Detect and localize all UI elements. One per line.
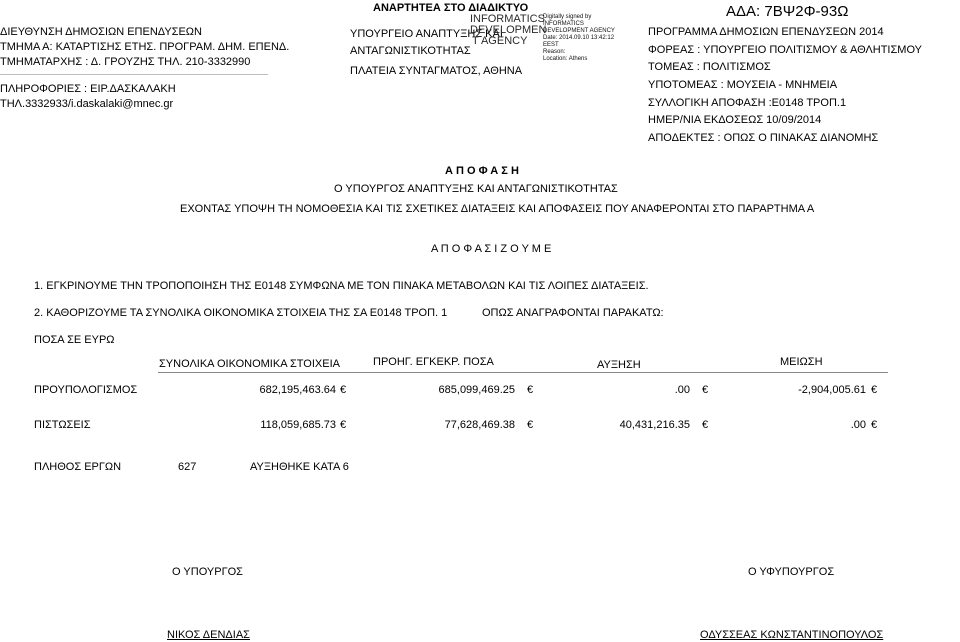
currency-sign: € xyxy=(340,419,347,431)
signature-detail: Reason: xyxy=(543,49,566,55)
publication-banner: ΑΝΑΡΤΗΤΕΑ ΣΤΟ ΔΙΑΔΙΚΤΥΟ xyxy=(373,2,529,14)
column-header-previous: ΠΡΟΗΓ. ΕΓΚΕΚΡ. ΠΟΣΑ xyxy=(373,356,494,368)
currency-sign: € xyxy=(527,384,534,396)
amounts-in-euro: ΠΟΣΑ ΣΕ ΕΥΡΩ xyxy=(34,334,115,346)
signature-detail: EEST xyxy=(543,42,559,48)
considering-statement: ΕΧΟΝΤΑΣ ΥΠΟΨΗ ΤΗ ΝΟΜΟΘΕΣΙΑ ΚΑΙ ΤΙΣ ΣΧΕΤΙΚΕΣ ΔΙΑΤΑΞΕΙΣ ΚΑΙ ΑΠΟΦΑΣΕΙΣ ΠΟΥ ΑΝΑΦΕΡΟΝΤΑΙ ΣΤΟ ΠΑΡΑΡΤΗΜΑ Α xyxy=(180,203,815,215)
currency-sign: € xyxy=(527,419,534,431)
signature-details xyxy=(543,14,615,63)
cell-budget-previous: 685,099,469.25 xyxy=(438,384,515,396)
column-header-decrease: ΜΕΙΩΣΗ xyxy=(780,356,823,368)
head-of-section-line: ΤΜΗΜΑΤΑΡΧΗΣ : Δ. ΓΡΟΥΖΗΣ ΤΗΛ. 210-3332990 xyxy=(0,56,251,68)
section-line: ΤΜΗΜΑ Α: ΚΑΤΑΡΤΙΣΗΣ ΕΤΗΣ. ΠΡΟΓΡΑΜ. ΔΗΜ. ΕΠΕΝΔ. xyxy=(0,41,290,53)
currency-sign: € xyxy=(340,384,347,396)
signature-logo xyxy=(470,14,546,47)
table-header-rule xyxy=(158,372,888,373)
department-line: ΔΙΕΥΘΥΝΣΗ ΔΗΜΟΣΙΩΝ ΕΠΕΝΔΥΣΕΩΝ xyxy=(0,26,202,38)
cell-credits-previous: 77,628,469.38 xyxy=(444,419,515,431)
signature-logo-line: INFORMATICS xyxy=(470,13,545,25)
signature-detail: INFORMATICS xyxy=(543,21,584,27)
currency-sign: € xyxy=(871,384,878,396)
project-count-label: ΠΛΗΘΟΣ ΕΡΓΩΝ xyxy=(34,461,122,473)
cell-credits-increase: 40,431,216.35 xyxy=(619,419,690,431)
body-line: ΦΟΡΕΑΣ : ΥΠΟΥΡΓΕΙΟ ΠΟΛΙΤΙΣΜΟΥ & ΑΘΛΗΤΙΣΜΟΥ xyxy=(648,44,922,56)
program-line: ΠΡΟΓΡΑΜΜΑ ΔΗΜΟΣΙΩΝ ΕΠΕΝΔΥΣΕΩΝ 2014 xyxy=(648,26,884,38)
currency-sign: € xyxy=(702,419,709,431)
header-divider xyxy=(0,74,268,75)
sector-line: ΤΟΜΕΑΣ : ΠΟΛΙΤΙΣΜΟΣ xyxy=(648,61,771,73)
signature-detail: DEVELOPMENT AGENCY xyxy=(543,28,615,34)
contact-line: ΤΗΛ.3332933/i.daskalaki@mnec.gr xyxy=(0,98,174,110)
column-header-totals: ΣΥΝΟΛΙΚΑ ΟΙΚΟΝΟΜΙΚΑ ΣΤΟΙΧΕΙΑ xyxy=(159,358,340,370)
subsector-line: ΥΠΟΤΟΜΕΑΣ : ΜΟΥΣΕΙΑ - ΜΝΗΜΕΙΑ xyxy=(648,79,838,91)
cell-budget-increase: .00 xyxy=(674,384,690,396)
ministry-line-2: ΑΝΤΑΓΩΝΙΣΤΙΚΟΤΗΤΑΣ xyxy=(350,45,471,57)
collective-decision-line: ΣΥΛΛΟΓΙΚΗ ΑΠΟΦΑΣΗ :Ε0148 ΤΡΟΠ.1 xyxy=(648,97,847,109)
decision-title: Α Π Ο Φ Α Σ Η xyxy=(445,165,519,177)
project-count-note: ΑΥΞΗΘΗΚΕ ΚΑΤΑ 6 xyxy=(250,461,349,473)
currency-sign: € xyxy=(702,384,709,396)
issue-date-line: ΗΜΕΡ/ΝΙΑ ΕΚΔΟΣΕΩΣ 10/09/2014 xyxy=(648,114,822,126)
decision-item-2: 2. ΚΑΘΟΡΙΖΟΥΜΕ ΤΑ ΣΥΝΟΛΙΚΑ ΟΙΚΟΝΟΜΙΚΑ ΣΤΟΙΧΕΙΑ ΤΗΣ ΣΑ Ε0148 ΤΡΟΠ. 1 xyxy=(34,307,448,319)
currency-sign: € xyxy=(871,419,878,431)
ministry-line: ΥΠΟΥΡΓΕΙΟ ΑΝΑΠΤΥΞΗΣ ΚΑΙ xyxy=(350,28,503,40)
signature-logo-line: DEVELOPMEN xyxy=(470,24,547,36)
decision-item-2-tail: ΟΠΩΣ ΑΝΑΓΡΑΦΟΝΤΑΙ ΠΑΡΑΚΑΤΩ: xyxy=(482,307,664,319)
row-label-budget: ΠΡΟΥΠΟΛΟΓΙΣΜΟΣ xyxy=(34,384,138,396)
cell-budget-decrease: -2,904,005.61 xyxy=(798,384,866,396)
minister-statement: Ο ΥΠΟΥΡΓΟΣ ΑΝΑΠΤΥΞΗΣ ΚΑΙ ΑΝΤΑΓΩΝΙΣΤΙΚΟΤΗΤΑΣ xyxy=(334,183,618,195)
signature-detail: Location: Athens xyxy=(543,56,588,62)
ada-code: ΑΔΑ: 7ΒΨ2Φ-93Ω xyxy=(726,3,849,20)
column-header-increase: ΑΥΞΗΣΗ xyxy=(597,359,641,371)
deputy-minister-title: Ο ΥΦΥΠΟΥΡΓΟΣ xyxy=(748,566,835,578)
recipients-line: ΑΠΟΔΕΚΤΕΣ : ΟΠΩΣ Ο ΠΙΝΑΚΑΣ ΔΙΑΝΟΜΗΣ xyxy=(648,132,879,144)
row-label-credits: ΠΙΣΤΩΣΕΙΣ xyxy=(34,419,91,431)
decide-heading: Α Π Ο Φ Α Σ Ι Ζ Ο Υ Μ Ε xyxy=(431,243,552,255)
signature-detail: Digitally signed by xyxy=(543,14,592,20)
information-line: ΠΛΗΡΟΦΟΡΙΕΣ : ΕΙΡ.ΔΑΣΚΑΛΑΚΗ xyxy=(0,83,176,95)
minister-title: Ο ΥΠΟΥΡΓΟΣ xyxy=(172,566,243,578)
address-line: ΠΛΑΤΕΙΑ ΣΥΝΤΑΓΜΑΤΟΣ, ΑΘΗΝΑ xyxy=(350,65,523,77)
signature-detail: Date: 2014.09.10 13:42:12 xyxy=(543,35,615,41)
deputy-minister-name: ΟΔΥΣΣΕΑΣ ΚΩΝΣΤΑΝΤΙΝΟΠΟΥΛΟΣ xyxy=(700,629,884,641)
decision-item-1: 1. ΕΓΚΡΙΝΟΥΜΕ ΤΗΝ ΤΡΟΠΟΠΟΙΗΣΗ ΤΗΣ Ε0148 ΣΥΜΦΩΝΑ ΜΕ ΤΟΝ ΠΙΝΑΚΑ ΜΕΤΑΒΟΛΩΝ ΚΑΙ ΤΙΣ ΛΟΙΠΕΣ ΔΙΑΤΑΞΕΙΣ. xyxy=(34,280,649,292)
project-count-value: 627 xyxy=(178,461,197,473)
cell-credits-decrease: .00 xyxy=(850,419,866,431)
cell-budget-total: 682,195,463.64 xyxy=(259,384,336,396)
cell-credits-total: 118,059,685.73 xyxy=(260,419,336,431)
digital-signature-stamp xyxy=(470,14,620,62)
minister-name: ΝΙΚΟΣ ΔΕΝΔΙΑΣ xyxy=(167,629,250,641)
signature-logo-line: T AGENCY xyxy=(472,35,528,47)
